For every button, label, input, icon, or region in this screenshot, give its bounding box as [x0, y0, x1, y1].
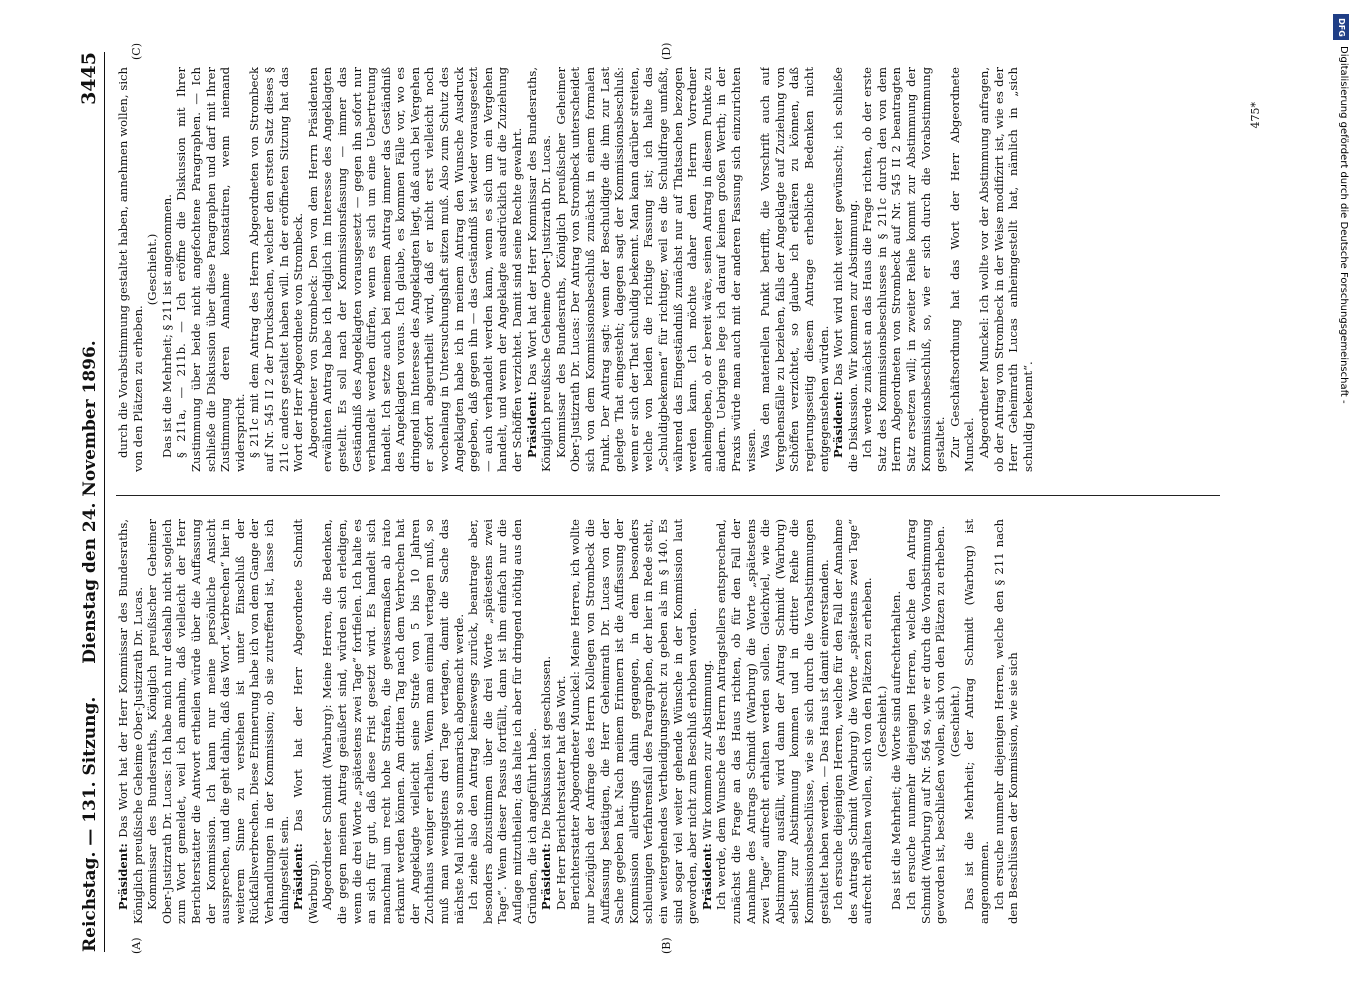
paragraph	[306, 67, 525, 472]
marker-c: (C)	[130, 43, 143, 60]
paragraph-text: Das ist die Mehrheit; die Worte sind aufrechterhalten.	[889, 590, 904, 910]
paragraph-text: Wir kommen zur Abstimmung.	[699, 659, 714, 840]
speaker-label: Präsident:	[291, 843, 306, 910]
paragraph-text: Ich werde zunächst an das Haus die Frage richten, ob der erste Satz des Kommissionsbeschlusses in § 211c durch den von dem Herrn Abgeordneten von Strombeck auf Nr. 545 II 2 beantragten Satz ersetzen will; in zweiter Reihe kommt zur Abstimmung der Kommissionsbeschluß, so, wie er sich durch die Vorabstimmung gestaltet.	[860, 67, 948, 472]
paragraph	[700, 519, 715, 924]
paragraph	[977, 67, 1035, 472]
column-divider	[116, 495, 1220, 496]
paragraph-text: Abgeordneter von Strombeck: Den von dem Herrn Präsidenten erwähnten Antrag habe ich lediglich im Interesse des Angeklagten gestellt. Es soll nach der Kommissionsfassung — immer das Geständniß des Angeklagten vorausgesetzt — gegen ihn sofort nur verhandelt werden dürfen, wenn es sich um eine Uebertretung handelt. Ich setze auch bei meinem Antrag immer das Geständniß des Angeklagten voraus. Ich glaube, es kommen Fälle vor, wo es dringend im Interesse des Angeklagten liegt, daß auch bei Vergehen er sofort abgeurtheilt wird, daß er nicht erst vielleicht noch wochenlang in Untersuchungshaft sitzen muß. Also zum Schutz des Angeklagten habe ich in meinem Antrag den Wunsche Ausdruck gegeben, daß gegen ihn — das Geständniß ist wieder vorausgesetzt — auch verhandelt werden kann, wenn es sich um ein Vergehen handelt, und wenn der Angeklagte ausdrücklich auf die Zuziehung der Schöffen verzichtet. Damit sind seine Rechte gewahrt.	[305, 67, 525, 472]
page-header	[78, 52, 105, 952]
paragraph	[831, 67, 860, 472]
paragraph	[116, 67, 145, 472]
paragraph-text: Das Wort wird nicht weiter gewünscht; ich schließe die Diskussion. Wir kommen zur Abstimmung.	[831, 67, 860, 472]
paragraph-text: Das Wort hat der Herr Kommissar des Bundesraths, Königlich preußische Geheime Ober-Justizrath Dr. Lucas.	[524, 67, 554, 472]
paragraph-text: Ich ersuche nunmehr diejenigen Herren, welche den Antrag Schmidt (Warburg) auf Nr. 564 so, wie er durch die Vorabstimmung geworden ist, beschließen wollen, sich von den Plätzen zu erheben.	[904, 519, 948, 924]
paragraph	[466, 519, 539, 924]
paragraph	[539, 519, 554, 924]
page-number: 3445	[78, 52, 100, 105]
paragraph-text: § 211a, — 211b. — Ich eröffne die Diskussion mit Ihrer Zustimmung über beide nicht angefochtene Paragraphen. — Ich schließe die Diskussion über diese Paragraphen und darf mit Ihrer Zustimmung deren Annahme konstatiren, wenn niemand widerspricht.	[174, 67, 247, 472]
paragraph	[247, 67, 305, 472]
header-date: Dienstag den 24. November 1896.	[80, 340, 100, 664]
paragraph-text: Was den materiellen Punkt betrifft, die Vorschrift auch auf Vergehensfälle zu beziehen, falls der Angeklagte auf Zuziehung von Schöffen verzichtet, so glaube ich erklären zu können, daß regierungsseitig diesem Antrage erhebliche Bedenken nicht entgegenstehen würden.	[758, 67, 831, 472]
paragraph-text: Berichterstatter Abgeordneter Munckel: Meine Herren, ich wollte nur bezüglich der Anfrage des Herrn Kollegen von Strombeck die Auffassung bestätigen, die Herr Geheimrath Dr. Lucas von der Sache gegeben hat. Nach meinem Erinnern ist die Auffassung der Kommission allerdings dahin gegangen, in dem besonders schleunigen Verfahrensfall des Paragraphen, der hier in Rede steht, ein weitergehendes Vertheidigungsrecht zu geben als im § 140. Es sind sogar viel weiter gehende Wünsche in der Kommission laut geworden, aber nicht zum Beschluß erhoben worden.	[568, 519, 700, 924]
paragraph-text: Ich werde, dem Wunsche des Herrn Antragstellers entsprechend, zunächst die Frage an das Haus richten, ob für den Fall der Annahme des Antrags Schmidt (Warburg) die Worte „spätestens zwei Tage“ aufrecht erhalten werden sollen. Gleichviel, wie die Abstimmung ausfällt, wird dann der Antrag Schmidt (Warburg) selbst zur Abstimmung kommen und in dritter Reihe die Kommissionsbeschlüsse, wie sie sich durch die Vorabstimmungen gestaltet haben werden. — Das Haus ist damit einverstanden.	[714, 519, 831, 924]
paragraph-text: § 211c mit dem Antrag des Herrn Abgeordneten von Strombeck auf Nr. 545 II 2 der Drucksachen, welcher den ersten Satz dieses § 211c anders gestaltet haben will. In der eröffneten Sitzung hat das Wort der Herr Abgeordnete von Strombeck.	[247, 67, 306, 472]
paragraph	[831, 519, 875, 924]
paragraph-text: Ich ziehe also den Antrag keineswegs zurück, beantrage aber, besonders abzustimmen über die drei Worte „spätestens zwei Tage“. Wenn dieser Passus fortfällt, dann ist ihm einfach nur die Auflage mitzutheilen; das halte ich aber für dringend nöthig aus den Gründen, die ich angeführt habe.	[466, 519, 539, 924]
dfg-logo: DFG	[1333, 14, 1349, 40]
marker-b: (B)	[660, 937, 673, 954]
paragraph-text: Kommissar des Bundesraths, Königlich preußischer Geheimer Ober-Justizrath Dr. Lucas: Der Antrag von Strombeck unterscheidet sich von dem Kommissionsbeschluß zunächst in einem formalen Punkt. Der Antrag sagt: wenn der Beschuldigte die ihm zur Last gelegte That eingesteht; dagegen sagt der Kommissionsbeschluß: wenn er sich der That schuldig bekennt. Man kann darüber streiten, welche von beiden die richtige Fassung ist; ich halte das „Schuldigbekennen“ für richtiger, weil es die Schuldfrage umfaßt, während das Eingeständniß zunächst nur auf Thatsachen bezogen werden kann. Ich möchte daher dem Herrn Vorredner anheimgeben, ob er bereit wäre, seinen Antrag in diesem Punkte zu ändern. Uebrigens lege ich darauf keinen großen Werth; in der Praxis würde man auch mit der anderen Fassung sich einzurichten wissen.	[553, 67, 758, 472]
digitization-sidebar	[1333, 14, 1349, 974]
paragraph-text: Das ist die Mehrheit; der Antrag Schmidt (Warburg) ist angenommen.	[962, 519, 992, 924]
paragraph	[174, 67, 247, 472]
paragraph	[160, 67, 175, 472]
right-text-column	[116, 67, 1240, 472]
paragraph	[860, 67, 948, 472]
paragraph-text: (Geschieht.)	[947, 685, 962, 758]
paragraph	[962, 519, 991, 924]
header-session: Reichstag. — 131. Sitzung.	[80, 696, 100, 952]
paragraph-text: Kommissar des Bundesraths, Königlich preußischer Geheimer Ober-Justizrath Dr. Lucas: Ich habe mich nur deshalb nicht sogleich zum Wort gemeldet, weil ich annahm, daß vielleicht der Herr Berichterstatter die Antwort ertheilen würde über die Auffassung der Kommission. Ich kann nur meine persönliche Ansicht aussprechen, und die geht dahin, daß das Wort „Verbrechen“ hier in weiterem Sinne zu verstehen ist unter Einschluß der Rückfallsverbrechen. Diese Erinnerung habe ich von dem Gange der Verhandlungen in der Kommission; ob sie zutreffend ist, lasse ich dahingestellt sein.	[145, 519, 291, 924]
left-text-column	[116, 519, 1240, 924]
paragraph	[992, 519, 1021, 924]
paragraph-text: Zur Geschäftsordnung hat das Wort der Herr Abgeordnete Munckel.	[947, 67, 977, 472]
paragraph-text: Ich ersuche nunmehr diejenigen Herren, welche den § 211 nach den Beschlüssen der Kommission, wie sie sich	[991, 519, 1021, 924]
paragraph-text: Abgeordneter Schmidt (Warburg): Meine Herren, die Bedenken, die gegen meinen Antrag geäußert sind, würden sich erledigen, wenn die drei Worte „spätestens zwei Tage“ fortfielen. Ich halte es an sich für gut, daß diese Frist gesetzt wird. Es handelt sich manchmal um recht hohe Strafen, die gewissermaßen ab irato erkannt werden können. Am dritten Tag nach dem Verbrechen hat der Angeklagte vielleicht seine Strafe von 5 bis 10 Jahren Zuchthaus weniger erhalten. Wenn man einmal vertagen muß, so muß man wenigstens drei Tage vertagen, damit die Sache das nächste Mal nicht so summarisch abgemacht werde.	[320, 519, 466, 924]
paragraph-text: Ich ersuche diejenigen Herren, welche für den Fall der Annahme des Antrags Schmidt (Warburg) die Worte „spätestens zwei Tage“ aufrecht erhalten wollen, sich von den Plätzen zu erheben.	[831, 519, 875, 924]
speaker-label: Präsident:	[699, 843, 714, 910]
marker-d: (D)	[660, 42, 673, 60]
paragraph-text: Das Wort hat der Herr Abgeordnete Schmidt (Warburg).	[291, 519, 320, 924]
paragraph-text: Der Herr Berichterstatter hat das Wort.	[553, 675, 568, 910]
paragraph	[145, 67, 160, 472]
paragraph-text: (Geschieht.)	[874, 685, 889, 758]
speaker-label: Präsident:	[524, 391, 539, 458]
paragraph	[758, 67, 831, 472]
paragraph	[116, 519, 145, 924]
paragraph	[568, 519, 699, 924]
paragraph-text: (Geschieht.)	[145, 233, 160, 306]
paragraph-text: Das ist die Mehrheit; § 211 ist angenommen.	[159, 194, 174, 458]
paragraph	[889, 519, 904, 924]
paragraph	[904, 519, 948, 924]
paragraph	[291, 519, 320, 924]
paragraph	[554, 519, 569, 924]
paragraph	[948, 519, 963, 924]
newspaper-page	[60, 32, 1280, 972]
paragraph	[320, 519, 466, 924]
speaker-label: Präsident:	[116, 843, 130, 910]
paragraph-text: Das Wort hat der Herr Kommissar des Bundesraths, Königlich preußische Geheime Ober-Justizrath Dr. Lucas.	[116, 519, 145, 924]
paragraph-text: durch die Vorabstimmung gestaltet haben, annehmen wollen, sich von den Plätzen zu erheben.	[116, 67, 145, 472]
paragraph-text: Die Diskussion ist geschlossen.	[539, 655, 554, 840]
paragraph	[875, 519, 890, 924]
speaker-label: Präsident:	[539, 843, 554, 910]
paragraph-text: Abgeordneter Munckel: Ich wollte vor der Abstimmung anfragen, ob der Antrag von Strombeck in der Weise modifizirt ist, wie es der Herr Geheimrath Lucas anheimgestellt hat, nämlich in „sich schuldig bekennt“.	[977, 67, 1035, 472]
paragraph	[948, 67, 977, 472]
speaker-label: Präsident:	[831, 391, 846, 458]
marker-a: (A)	[130, 937, 143, 954]
paragraph	[554, 67, 758, 472]
paragraph	[714, 519, 831, 924]
digitization-credit: Digitalisierung gefördert durch die Deutsche Forschungsgemeinschaft -	[1338, 46, 1349, 404]
footer-signature-mark: 475*	[1249, 102, 1262, 129]
paragraph	[145, 519, 291, 924]
paragraph	[525, 67, 554, 472]
